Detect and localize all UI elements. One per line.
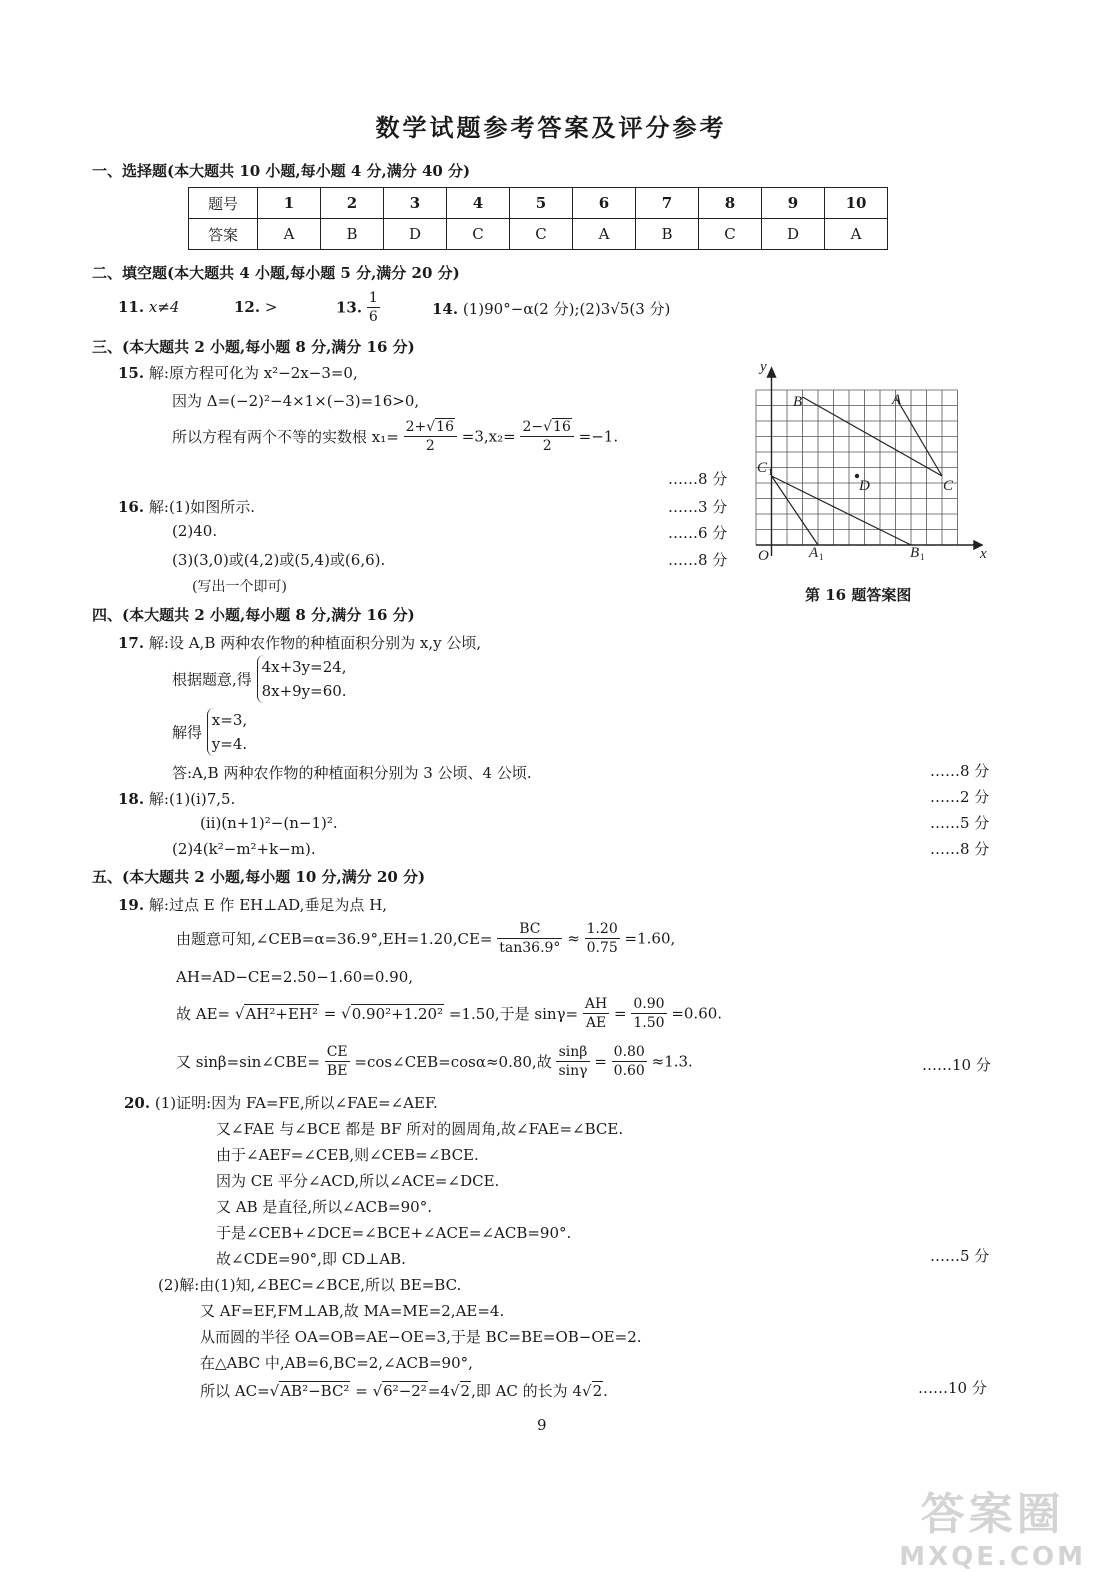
fraction: $\frac{2-√16}{2}$ [520, 418, 573, 455]
q15-line-3 [172, 418, 618, 455]
page-number: 9 [537, 1416, 547, 1434]
row-ans-label: 答案 [189, 219, 258, 250]
line-text: =1.50,于是 sinγ= [448, 1005, 579, 1023]
score-mark: ……6 分 [668, 524, 728, 542]
score-mark: ……8 分 [668, 551, 728, 569]
score-mark: ……10 分 [922, 1056, 991, 1074]
line-text: 解:(1)如图所示. [148, 498, 255, 516]
table-row [189, 219, 888, 250]
table-cell: 4 [447, 188, 510, 219]
question-number: 18. [118, 790, 145, 808]
question-number: 12. [234, 298, 261, 316]
table-cell: 8 [699, 188, 762, 219]
equation-system: 4x+3y=24, 8x+9y=60. [257, 655, 347, 703]
line-text: . [603, 1382, 608, 1400]
fraction: $\frac{\sin\beta}{\sin\gamma}$ [558, 1044, 588, 1079]
line-text: = [594, 1052, 607, 1071]
section-2-heading: 二、填空题(本大题共 4 小题,每小题 5 分,满分 20 分) [92, 264, 460, 282]
table-cell: A [573, 219, 636, 250]
table-cell: C [510, 219, 573, 250]
answer-14 [432, 298, 670, 319]
line-text: =4 [427, 1382, 450, 1400]
line-text: ≈1.3. [651, 1052, 693, 1071]
point-c1-label: C [757, 460, 768, 476]
q20-line-4: 因为 CE 平分∠ACD,所以∠ACE=∠DCE. [216, 1172, 500, 1190]
table-cell: 5 [510, 188, 573, 219]
section-1-heading: 一、选择题(本大题共 10 小题,每小题 4 分,满分 40 分) [92, 162, 471, 180]
line-text: =cos∠CEB=cosα≈0.80,故 [354, 1053, 552, 1071]
q18-line-2: (ii)(n+1)²−(n−1)². [200, 814, 338, 832]
score-mark: ……5 分 [930, 1247, 990, 1265]
score-mark: ……8 分 [930, 762, 990, 780]
answer-text: x≠4 [148, 298, 180, 316]
q18-line-1 [118, 788, 235, 809]
line-text: 解:(1)(i)7,5. [148, 790, 236, 808]
q19-line-2 [176, 920, 675, 957]
score-mark: ……8 分 [668, 470, 728, 488]
table-cell: D [762, 219, 825, 250]
line-text: 解:原方程可化为 x²−2x−3=0, [148, 364, 358, 382]
point-c-label: C [943, 478, 954, 494]
line-text: 解:过点 E 作 EH⊥AD,垂足为点 H, [148, 896, 388, 914]
q20-line-9: 又 AF=EF,FM⊥AB,故 MA=ME=2,AE=4. [200, 1302, 505, 1320]
q16-line-1 [118, 496, 255, 517]
point-a1-label: A [809, 545, 819, 561]
line-text: =0.60. [671, 1004, 723, 1023]
line-text: 所以方程有两个不等的实数根 x₁= [172, 428, 399, 446]
section-4-heading: 四、(本大题共 2 小题,每小题 8 分,满分 16 分) [92, 606, 415, 624]
q20-line-7: 故∠CDE=90°,即 CD⊥AB. [216, 1250, 406, 1268]
question-number: 16. [118, 498, 145, 516]
equation-system: x=3, y=4. [207, 708, 247, 756]
question-number: 14. [432, 300, 459, 318]
table-row [189, 188, 888, 219]
q16-line-2: (2)40. [172, 522, 218, 540]
table-cell: C [447, 219, 510, 250]
q19-line-1 [118, 894, 387, 915]
point-b1-label: B [910, 545, 920, 561]
section-3-heading: 三、(本大题共 2 小题,每小题 8 分,满分 16 分) [92, 338, 415, 356]
line-text: ≈ [567, 929, 580, 948]
fraction: $\frac{2+√16}{2}$ [404, 418, 457, 455]
table-cell: A [258, 219, 321, 250]
point-a-label: A [892, 392, 902, 408]
subscript: 1 [920, 552, 925, 562]
fraction: $\frac{1.20}{0.75}$ [586, 921, 618, 956]
fraction: $\frac{CE}{BE}$ [326, 1044, 348, 1079]
point-d-label: D [859, 478, 870, 494]
fraction: $\frac{0.80}{0.60}$ [613, 1044, 645, 1079]
table-cell: 9 [762, 188, 825, 219]
score-mark: ……5 分 [930, 814, 990, 832]
question-number: 20. [124, 1094, 151, 1112]
q15-line-1 [118, 362, 358, 383]
line-text: 又 sinβ=sin∠CBE= [176, 1053, 320, 1071]
score-mark: ……2 分 [930, 788, 990, 806]
row-head-label: 题号 [189, 188, 258, 219]
question-number: 19. [118, 896, 145, 914]
answer-table [188, 187, 888, 250]
q19-line-5 [176, 1043, 693, 1080]
line-text: 故 AE= [176, 1005, 231, 1023]
fraction: $\frac{BC}{\tan 36.9^\circ}$ [499, 921, 561, 956]
line-text: = [614, 1004, 627, 1023]
answer-text: (1)90°−α(2 分);(2)3√5(3 分) [462, 300, 671, 318]
answer-12 [234, 298, 277, 316]
table-cell: 7 [636, 188, 699, 219]
q20-line-3: 由于∠AEF=∠CEB,则∠CEB=∠BCE. [216, 1146, 479, 1164]
q20-line-8: (2)解:由(1)知,∠BEC=∠BCE,所以 BE=BC. [158, 1276, 462, 1294]
section-5-heading: 五、(本大题共 2 小题,每小题 10 分,满分 20 分) [92, 868, 426, 886]
x-axis-label: x [980, 546, 987, 562]
subscript: 1 [768, 467, 773, 477]
q17-system-1 [172, 655, 347, 703]
fraction: $\frac{0.90}{1.50}$ [633, 996, 665, 1031]
question-number: 13. [336, 298, 363, 317]
question-number: 17. [118, 634, 145, 652]
q20-line-10: 从而圆的半径 OA=OB=AE−OE=3,于是 BC=BE=OB−OE=2. [200, 1328, 642, 1346]
answer-11 [118, 298, 179, 316]
line-text: 根据题意,得 [172, 670, 252, 689]
q16-line-3: (3)(3,0)或(4,2)或(5,4)或(6,6). [172, 551, 386, 569]
table-cell: 6 [573, 188, 636, 219]
table-cell: B [636, 219, 699, 250]
q19-line-3: AH=AD−CE=2.50−1.60=0.90, [176, 968, 414, 986]
q17-line-4: 答:A,B 两种农作物的种植面积分别为 3 公顷、4 公顷. [172, 764, 532, 782]
q15-line-2: 因为 Δ=(−2)²−4×1×(−3)=16>0, [172, 392, 420, 410]
q20-line-11: 在△ABC 中,AB=6,BC=2,∠ACB=90°, [200, 1354, 473, 1372]
watermark-logo: 答案圈 MXQE.COM [899, 1489, 1086, 1572]
y-axis-label: y [760, 359, 767, 375]
point-b-label: B [793, 394, 803, 410]
table-cell: 2 [321, 188, 384, 219]
q20-line-12: 所以 AC=√AB²−BC² = √6²−2²=4√2,即 AC 的长为 4√2. [200, 1382, 608, 1400]
fraction: $\frac{AH}{AE}$ [584, 996, 608, 1031]
axes [756, 368, 982, 556]
q17-line-1 [118, 632, 481, 653]
table-cell: D [384, 219, 447, 250]
line-text: 所以 AC= [200, 1382, 270, 1400]
answer-13 [336, 289, 380, 326]
q17-system-2 [172, 708, 247, 756]
fraction: $\frac{1}{6}$ [368, 290, 378, 325]
line-text: (1)证明:因为 FA=FE,所以∠FAE=∠AEF. [154, 1094, 438, 1112]
subscript: 1 [819, 552, 824, 562]
score-mark: ……3 分 [668, 498, 728, 516]
question-number: 11. [118, 298, 145, 316]
table-cell: A [825, 219, 888, 250]
q16-note: (写出一个即可) [192, 579, 287, 595]
q20-line-5: 又 AB 是直径,所以∠ACB=90°. [216, 1198, 432, 1216]
figure-caption: 第 16 题答案图 [805, 586, 912, 604]
line-text: = [355, 1382, 368, 1400]
line-text: =−1. [578, 427, 619, 446]
question-number: 15. [118, 364, 145, 382]
page-title: 数学试题参考答案及评分参考 [375, 113, 727, 142]
q20-line-6: 于是∠CEB+∠DCE=∠BCE+∠ACE=∠ACB=90°. [216, 1224, 572, 1242]
table-cell: 10 [825, 188, 888, 219]
line-text: ,即 AC 的长为 4 [471, 1382, 582, 1400]
origin-label: O [758, 548, 769, 564]
triangles [772, 397, 943, 545]
q16-figure [742, 356, 992, 570]
table-cell: C [699, 219, 762, 250]
q19-line-4: 故 AE= √AH²+EH² = √0.90²+1.20² =1.50,于是 sinγ= $\frac{AH}{AE}$ = $\frac{0.90}{1.50}$ =0.60. [176, 996, 723, 1031]
line-text: =1.60, [624, 929, 676, 948]
q20-line-1 [124, 1092, 438, 1113]
q20-line-2: 又∠FAE 与∠BCE 都是 BF 所对的圆周角,故∠FAE=∠BCE. [216, 1120, 624, 1138]
score-mark: ……10 分 [918, 1379, 987, 1397]
line-text: 解得 [172, 723, 203, 742]
line-text: = [323, 1004, 337, 1023]
line-text: =3,x₂= [461, 427, 516, 446]
line-text: 解:设 A,B 两种农作物的种植面积分别为 x,y 公顷, [148, 634, 482, 652]
table-cell: B [321, 219, 384, 250]
answer-text: > [264, 298, 278, 316]
table-cell: 3 [384, 188, 447, 219]
score-mark: ……8 分 [930, 840, 990, 858]
q18-line-3: (2)4(k²−m²+k−m). [172, 840, 316, 858]
line-text: 由题意可知,∠CEB=α=36.9°,EH=1.20,CE= [176, 930, 493, 948]
table-cell: 1 [258, 188, 321, 219]
